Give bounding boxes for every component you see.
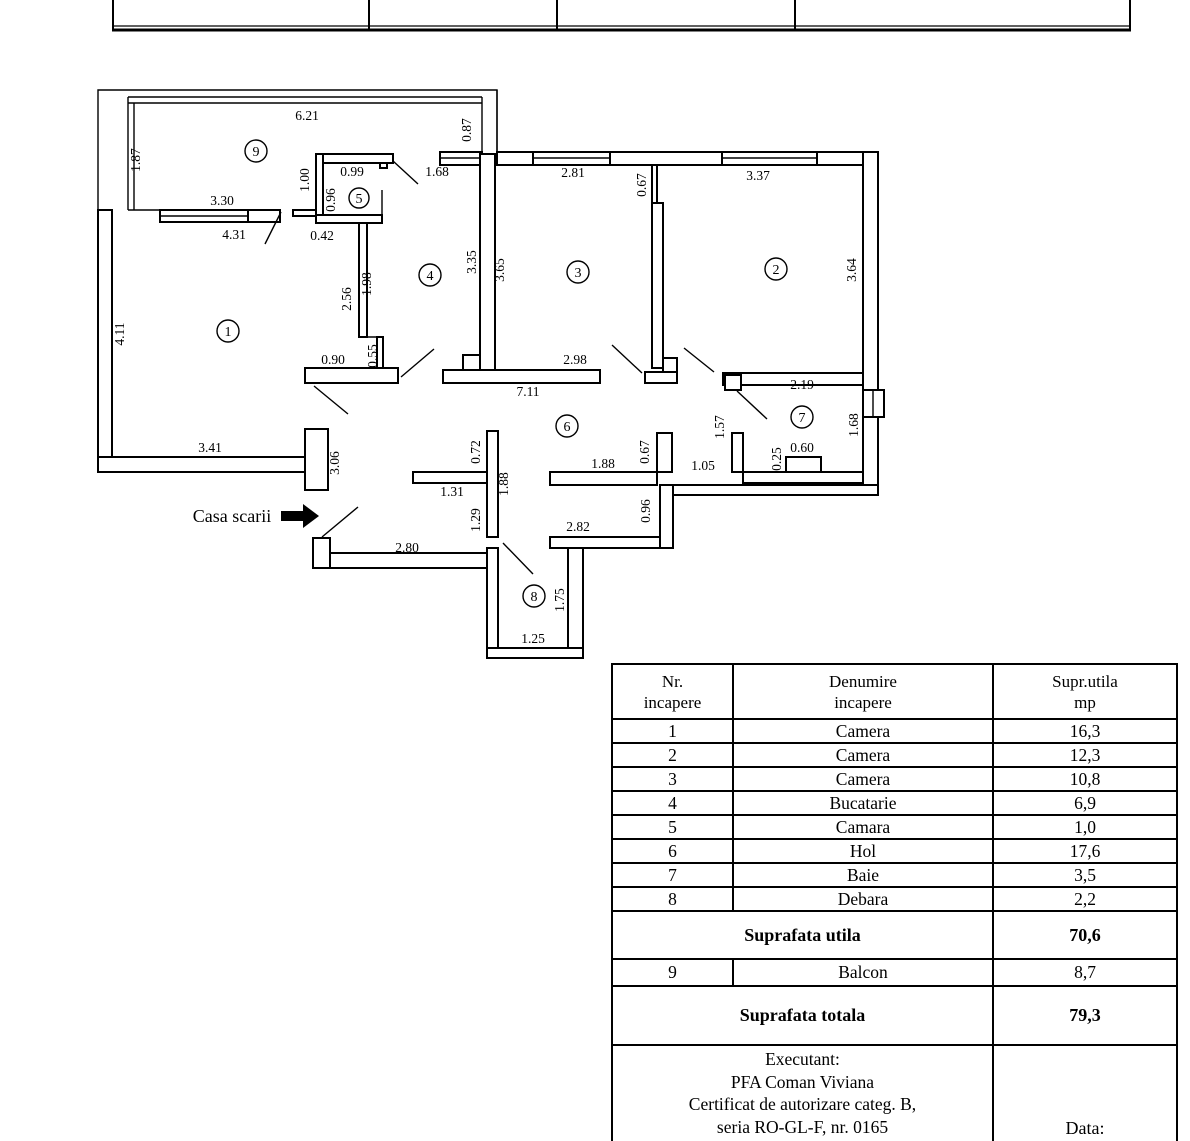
table-row bbox=[612, 791, 1177, 815]
room-number: 7 bbox=[798, 411, 806, 426]
room-marker-8 bbox=[523, 585, 545, 607]
dim-label: 2.81 bbox=[561, 165, 585, 180]
casa-scarii-arrow-icon bbox=[281, 504, 319, 528]
cell-nr: 3 bbox=[612, 767, 733, 791]
dim-label: 2.80 bbox=[395, 540, 419, 555]
suprafata-utila-row bbox=[612, 911, 1177, 959]
dim-label: 1.68 bbox=[425, 164, 449, 179]
cell-nr: 5 bbox=[612, 815, 733, 839]
dim-label: 1.88 bbox=[591, 456, 615, 471]
dim-label: 0.60 bbox=[790, 440, 814, 455]
header-nr-incapere bbox=[612, 664, 733, 719]
room-marker-4 bbox=[419, 264, 441, 286]
room-number: 6 bbox=[563, 420, 571, 435]
table-row bbox=[612, 815, 1177, 839]
casa-scarii-group bbox=[193, 504, 319, 528]
cell-name: Baie bbox=[733, 863, 993, 887]
dim-label: 0.25 bbox=[769, 447, 784, 471]
cell-mp: 8,7 bbox=[993, 959, 1177, 986]
executant-line: seria RO-GL-F, nr. 0165 bbox=[716, 1116, 889, 1137]
dim-label: 2.82 bbox=[566, 519, 590, 534]
window-bathroom bbox=[863, 390, 884, 417]
dim-label: 0.72 bbox=[468, 440, 483, 464]
window-room3 bbox=[533, 152, 610, 165]
dim-label: 1.98 bbox=[359, 272, 374, 296]
dim-label: 1.29 bbox=[468, 508, 483, 532]
dim-label: 0.67 bbox=[637, 440, 652, 464]
cell-mp: 6,9 bbox=[993, 791, 1177, 815]
dim-label: 0.87 bbox=[459, 118, 474, 142]
dim-label: 6.21 bbox=[295, 108, 319, 123]
cell-name: Hol bbox=[733, 839, 993, 863]
room-number: 9 bbox=[252, 145, 260, 160]
room-number: 1 bbox=[224, 325, 232, 340]
cell-name: Camara bbox=[733, 815, 993, 839]
room-number: 5 bbox=[355, 192, 363, 207]
cell-mp: 12,3 bbox=[993, 743, 1177, 767]
table-header-row bbox=[612, 664, 1177, 719]
header-line: incapere bbox=[834, 692, 892, 712]
dim-label: 1.57 bbox=[712, 415, 727, 439]
balcon-row bbox=[612, 959, 1177, 986]
dim-label: 2.56 bbox=[339, 287, 354, 311]
dim-label: 1.68 bbox=[846, 413, 861, 437]
room-marker-6 bbox=[556, 415, 578, 437]
casa-scarii-label: Casa scarii bbox=[192, 506, 272, 526]
suprafata-utila-label: Suprafata utila bbox=[612, 911, 993, 959]
room-marker-5 bbox=[349, 188, 369, 208]
dim-label: 3.30 bbox=[210, 193, 234, 208]
header-denumire bbox=[733, 664, 993, 719]
room-number: 4 bbox=[426, 269, 434, 284]
dim-label: 3.37 bbox=[746, 168, 770, 183]
executant-line: Executant: bbox=[765, 1049, 840, 1069]
dim-label: 2.19 bbox=[790, 377, 814, 392]
dim-label: 0.90 bbox=[321, 352, 345, 367]
room-marker-2 bbox=[765, 258, 787, 280]
area-table-grid bbox=[611, 663, 1178, 1141]
dim-label: 1.25 bbox=[521, 631, 545, 646]
cell-mp: 2,2 bbox=[993, 887, 1177, 911]
cell-mp: 10,8 bbox=[993, 767, 1177, 791]
table-row bbox=[612, 719, 1177, 743]
suprafata-totala-value: 79,3 bbox=[993, 986, 1177, 1045]
dim-label: 1.87 bbox=[128, 148, 143, 172]
dim-label: 1.88 bbox=[496, 472, 511, 496]
dim-label: 1.00 bbox=[297, 168, 312, 192]
top-partial-table bbox=[112, 0, 1131, 30]
cell-nr: 2 bbox=[612, 743, 733, 767]
dim-label: 2.98 bbox=[563, 352, 587, 367]
table-row bbox=[612, 767, 1177, 791]
dim-label: 0.99 bbox=[340, 164, 364, 179]
table-row bbox=[612, 743, 1177, 767]
suprafata-totala-label: Suprafata totala bbox=[612, 986, 993, 1045]
suprafata-totala-row bbox=[612, 986, 1177, 1045]
room-marker-9 bbox=[245, 140, 267, 162]
cell-name: Camera bbox=[733, 719, 993, 743]
dim-label: 3.41 bbox=[198, 440, 222, 455]
balcony-outline bbox=[98, 90, 497, 458]
room-marker-7 bbox=[791, 406, 813, 428]
room-marker-1 bbox=[217, 320, 239, 342]
cell-nr: 1 bbox=[612, 719, 733, 743]
dim-label: 3.64 bbox=[844, 258, 859, 282]
header-line: mp bbox=[1074, 692, 1096, 712]
room-number: 3 bbox=[574, 266, 582, 281]
dim-label: 0.67 bbox=[634, 173, 649, 197]
cell-mp: 1,0 bbox=[993, 815, 1177, 839]
executant-row bbox=[612, 1045, 1177, 1141]
data-cell: Data: bbox=[993, 1045, 1177, 1141]
cell-name: Camera bbox=[733, 743, 993, 767]
window-room1 bbox=[160, 210, 248, 222]
dim-label: 1.05 bbox=[691, 458, 715, 473]
cell-nr: 6 bbox=[612, 839, 733, 863]
cell-nr: 8 bbox=[612, 887, 733, 911]
dim-label: 4.11 bbox=[112, 322, 127, 346]
cell-name: Debara bbox=[733, 887, 993, 911]
cell-name: Bucatarie bbox=[733, 791, 993, 815]
executant-cell bbox=[612, 1045, 993, 1141]
walls bbox=[98, 152, 878, 658]
room-marker-3 bbox=[567, 261, 589, 283]
dim-label: 0.42 bbox=[310, 228, 334, 243]
dim-label: 0.96 bbox=[638, 499, 653, 523]
executant-line: Certificat de autorizare categ. B, bbox=[688, 1094, 917, 1114]
cell-mp: 17,6 bbox=[993, 839, 1177, 863]
area-table bbox=[611, 663, 1172, 1141]
dim-label: 1.75 bbox=[552, 588, 567, 612]
dim-label: 3.35 bbox=[464, 250, 479, 274]
cell-nr: 4 bbox=[612, 791, 733, 815]
room-number: 8 bbox=[530, 590, 538, 605]
table-row bbox=[612, 863, 1177, 887]
dim-label: 4.31 bbox=[222, 227, 246, 242]
room-number: 2 bbox=[772, 263, 780, 278]
dim-label: 0.55 bbox=[365, 344, 380, 368]
cell-mp: 16,3 bbox=[993, 719, 1177, 743]
dim-label: 7.11 bbox=[516, 384, 540, 399]
cell-name: Camera bbox=[733, 767, 993, 791]
table-row bbox=[612, 887, 1177, 911]
window-room2 bbox=[722, 152, 817, 165]
cell-nr: 9 bbox=[612, 959, 733, 986]
header-line: incapere bbox=[643, 692, 702, 712]
dim-label: 1.31 bbox=[440, 484, 464, 499]
header-line: Denumire bbox=[829, 671, 897, 691]
executant-line: PFA Coman Viviana bbox=[730, 1071, 875, 1092]
header-suprafata bbox=[993, 664, 1177, 719]
header-line: Nr. bbox=[661, 671, 684, 691]
dim-label: 3.65 bbox=[492, 258, 507, 282]
suprafata-utila-value: 70,6 bbox=[993, 911, 1177, 959]
dim-label: 3.06 bbox=[327, 451, 342, 475]
table-row bbox=[612, 839, 1177, 863]
cell-nr: 7 bbox=[612, 863, 733, 887]
cell-mp: 3,5 bbox=[993, 863, 1177, 887]
cell-name: Balcon bbox=[733, 959, 993, 986]
dim-label: 0.96 bbox=[323, 188, 338, 212]
header-line: Supr.utila bbox=[1052, 671, 1118, 691]
